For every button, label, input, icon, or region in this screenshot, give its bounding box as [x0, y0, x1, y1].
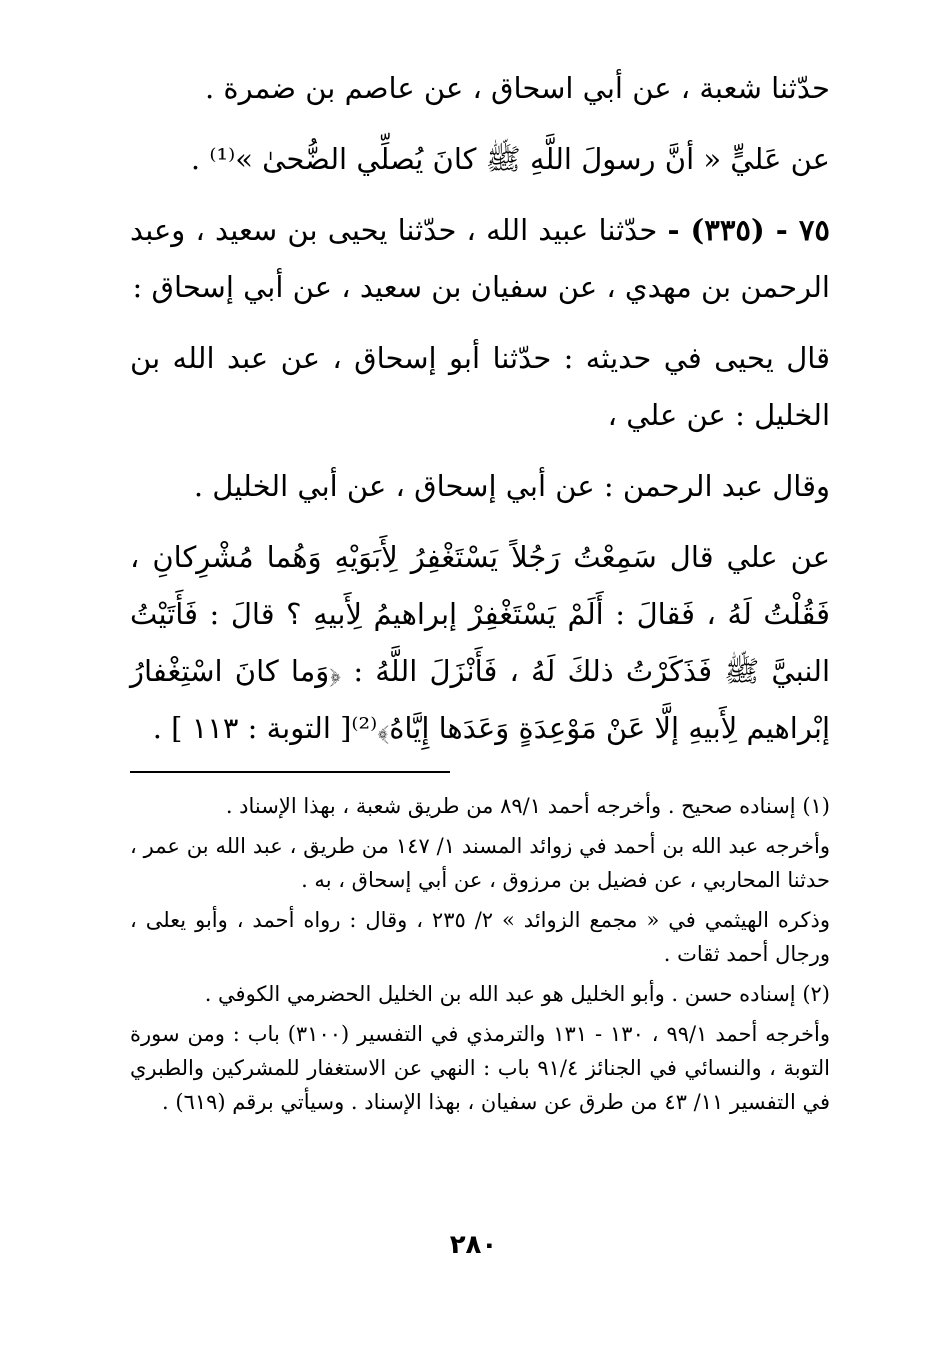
page-body: [130, 60, 830, 1125]
paragraph-yahya: قال يحيى في حديثه : حدّثنا أبو إسحاق ، عن عبد الله بن الخليل : عن علي ،: [130, 341, 830, 432]
footnote-2a: (٢) إسناده حسن . وأبو الخليل هو عبد الله بن الخليل الحضرمي الكوفي .: [204, 982, 830, 1006]
page-number: ٢٨٠: [449, 1230, 498, 1260]
footnotes: [130, 789, 830, 1119]
main-text: [130, 60, 830, 757]
footnote-1a: (١) إسناده صحيح . وأخرجه أحمد ٨٩/١ من طريق شعبة ، بهذا الإسناد .: [225, 794, 830, 818]
paragraph-chain-1: حدّثنا شعبة ، عن أبي اسحاق ، عن عاصم بن ضمرة .: [204, 71, 830, 105]
paragraph-hadith-75: [130, 202, 830, 316]
hadith-75-chain: حدّثنا عبيد الله ، حدّثنا يحيى بن سعيد ، وعبد الرحمن بن مهدي ، عن سفيان بن سعيد ، عن أبي إسحاق :: [130, 213, 830, 304]
footnote-separator: [130, 771, 450, 773]
footnote-1b: وأخرجه عبد الله بن أحمد في زوائد المسند ١/ ١٤٧ من طريق ، عبد الله بن عمر ، حدثنا المحاربي ، عن فضيل بن مرزوق ، عن أبي إسحاق ، به .: [130, 834, 830, 892]
paragraph-abdulrahman: وقال عبد الرحمن : عن أبي إسحاق ، عن أبي الخليل .: [193, 469, 830, 503]
hadith-number: ٧٥ - (٣٣٥) -: [667, 213, 831, 247]
footnote-2b: وأخرجه أحمد ٩٩/١ ، ١٣٠ - ١٣١ والترمذي في التفسير (٣١٠٠) باب : ومن سورة التوبة ، والنسائي في الجنائز ٩١/٤ باب : النهي عن الاستغفار للمشركين والطبري في التفسير ١١/ ٤٣ من طرق عن سفيان ، بهذا الإسناد . وسيأتي برقم (٦١٩) .: [130, 1022, 830, 1114]
paragraph-hadith-text: عن علي قال سَمِعْتُ رَجُلاً يَسْتَغْفِرُ لِأَبَوَيْهِ وَهُما مُشْرِكانِ ، فَقُلْتُ لَهُ ، فَقالَ : أَلَمْ يَسْتَغْفِرْ إبراهيمُ لِأَبيهِ ؟ قالَ : فَأَتَيْتُ النبيَّ ﷺ فَذَكَرْتُ ذلكَ لَهُ ، فَأَنْزَلَ اللَّهُ : ﴿وَما كانَ اسْتِغْفارُ إبْراهيم لِأَبيهِ إلَّا عَنْ مَوْعِدَةٍ وَعَدَها إِيَّاهُ﴾⁽²⁾[ التوبة : ١١٣ ] .: [130, 540, 830, 745]
footnote-1c: وذكره الهيثمي في « مجمع الزوائد » ٢/ ٢٣٥ ، وقال : رواه أحمد ، وأبو يعلى ، ورجال أحمد ثقات .: [130, 908, 830, 966]
paragraph-hadith-1: عن عَليٍّ « أنَّ رسولَ اللَّهِ ﷺ كانَ يُصلِّي الضُّحىٰ »⁽¹⁾ .: [190, 142, 830, 176]
